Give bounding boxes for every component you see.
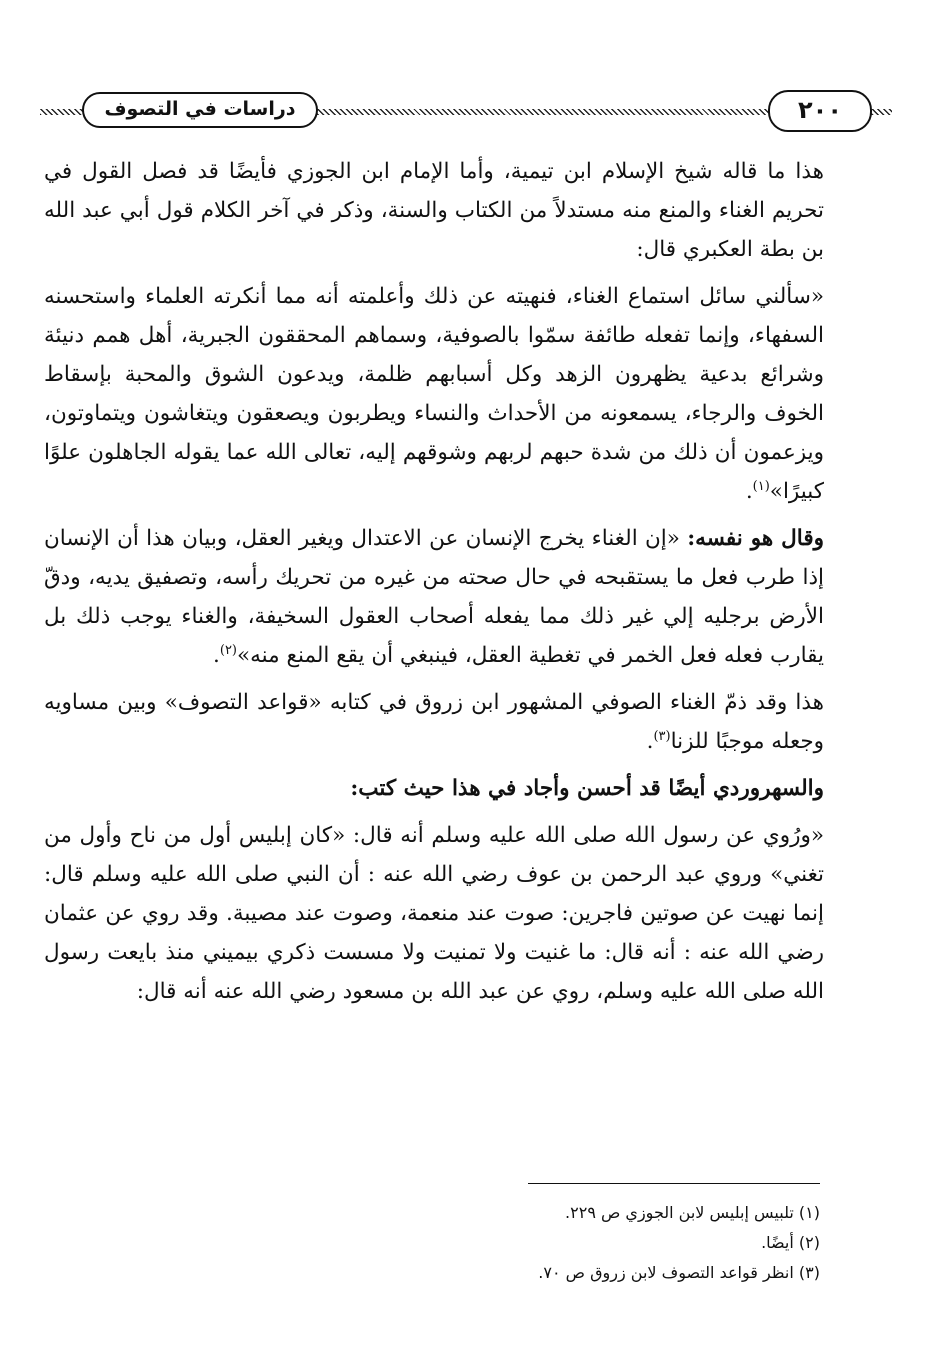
paragraph [44,769,824,808]
paragraph-lead: وقال هو نفسه: [687,526,824,551]
footnote: (٣) انظر قواعد التصوف لابن زروق ص ٧٠. [538,1263,820,1282]
footnote-ref: (١) [752,478,770,494]
running-header [40,88,892,136]
paragraph-text: «إن الغناء يخرج الإنسان عن الاعتدال ويغير العقل، وبيان هذا أن الإنسان إذا طرب فعل ما يستقبحه في حال صحته من غيره من تحريك رأسه، وتصفيق يديه، ودقّ الأرض برجليه إلي غير ذلك مما يفعله أصحاب العقول السخيفة، والغناء يوجب ذلك بل يقارب فعله فعل الخمر في تغطية العقل، فينبغي أن يقع المنع منه» [44,526,824,668]
paragraph-end: . [646,729,654,754]
footnote: (٢) أيضًا. [761,1233,820,1252]
paragraph [44,519,824,675]
footnotes [120,1198,820,1288]
paragraph-end: . [213,643,220,668]
paragraph-quote [44,277,824,511]
paragraph [44,683,824,761]
paragraph-text: هذا وقد ذمّ الغناء الصوفي المشهور ابن زروق في كتابه «قواعد التصوف» وبين مساويه وجعله موجبًا للزنا [44,690,824,754]
paragraph-end: . [745,479,753,504]
footnote-ref: (٢) [219,642,237,658]
paragraph-text: «ورُوي عن رسول الله صلى الله عليه وسلم أنه قال: «كان إبليس أول من ناح وأول من تغني» وروي عبد الرحمن بن عوف رضي الله عنه : أن النبي صلى الله عليه وسلم قال: إنما نهيت عن صوتين فاجرين: صوت عند منعمة، وصوت عند مصيبة. وقد روي عن عثمان رضي الله عنه : أنه قال: ما غنيت ولا تمنيت ولا مسست ذكري بيميني منذ بايعت رسول الله صلى الله عليه وسلم، روي عن عبد الله بن مسعود رضي الله عنه أنه قال: [44,823,824,1004]
paragraph [44,152,824,269]
book-title: دراسات في التصوف [82,92,318,128]
main-text [44,152,824,1019]
paragraph-text: «سألني سائل استماع الغناء، فنهيته عن ذلك وأعلمته أنه مما أنكرته العلماء واستحسنه السفهاء، وإنما تفعله طائفة سمّوا بالصوفية، وسماهم المحققون الجبرية، أهل همم دنيئة وشرائع بدعية يظهرون الزهد وكل أسبابهم ظلمة، ويدعون الشوق والمحبة بإسقاط الخوف والرجاء، يسمعونه من الأحداث والنساء ويطربون ويصعقون ويتغاشون ويتماوتون، ويزعمون أن ذلك من شدة حبهم لربهم وشوقهم إليه، تعالى الله عما يقوله الجاهلون علوًا كبيرًا» [44,284,824,504]
footnote-divider [528,1183,820,1184]
footnote: (١) تلبيس إبليس لابن الجوزي ص ٢٢٩. [565,1203,820,1222]
paragraph-text: هذا ما قاله شيخ الإسلام ابن تيمية، وأما الإمام ابن الجوزي فأيضًا قد فصل القول في تحريم الغناء والمنع منه مستدلاً من الكتاب والسنة، وذكر في آخر الكلام قول أبي عبد الله بن بطة العكبري قال: [44,159,824,262]
paragraph-quote [44,816,824,1011]
footnote-ref: (٣) [653,728,671,744]
paragraph-lead: والسهروردي أيضًا قد أحسن وأجاد في هذا حيث كتب: [350,776,824,801]
page-number: ٢٠٠ [768,90,872,132]
